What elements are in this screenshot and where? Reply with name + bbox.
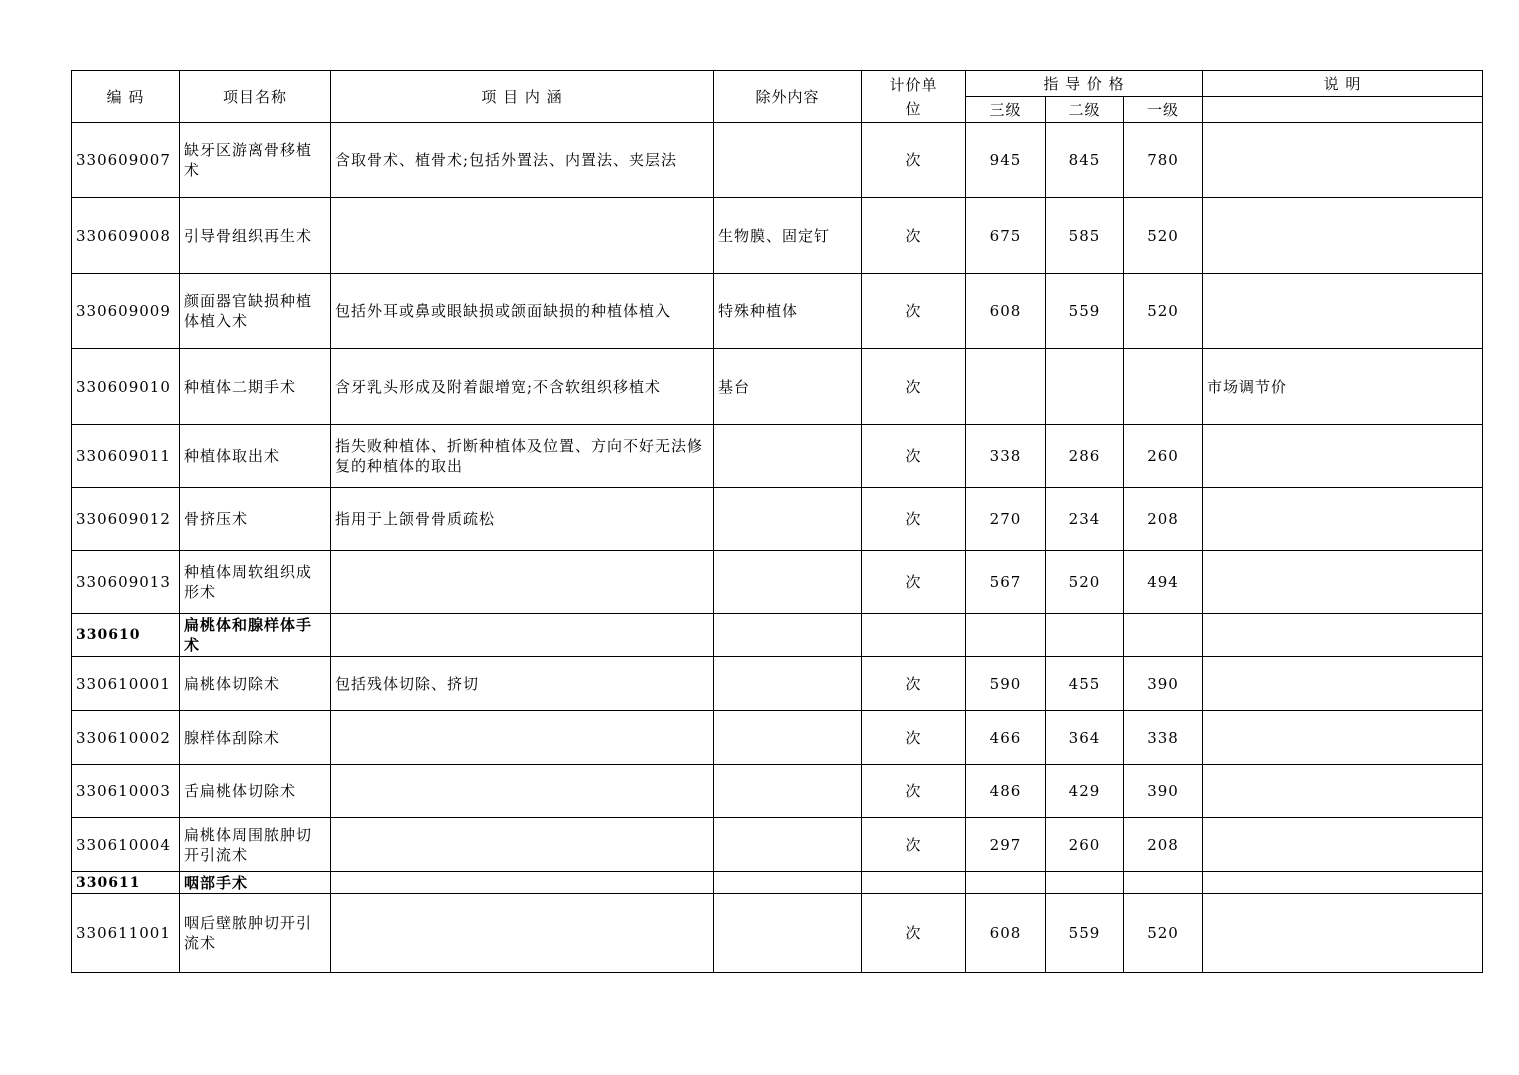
cell-note [1203, 894, 1483, 973]
header-note: 说 明 [1203, 71, 1483, 97]
cell-content [331, 614, 714, 657]
section-name: 咽部手术 [180, 872, 331, 894]
cell-unit: 次 [862, 425, 966, 488]
cell-price-level1: 780 [1124, 123, 1203, 198]
cell-exclusion [714, 551, 862, 614]
cell-unit: 次 [862, 198, 966, 274]
cell-price-level3: 608 [966, 894, 1046, 973]
cell-content [331, 894, 714, 973]
cell-exclusion [714, 123, 862, 198]
cell-exclusion: 基台 [714, 349, 862, 425]
header-level3: 三级 [966, 97, 1046, 123]
cell-code: 330609010 [72, 349, 180, 425]
cell-price-level1: 520 [1124, 198, 1203, 274]
cell-price-level3: 567 [966, 551, 1046, 614]
cell-name: 咽后壁脓肿切开引流术 [180, 894, 331, 973]
cell-code: 330610004 [72, 818, 180, 872]
cell-content [331, 551, 714, 614]
cell-name: 颜面器官缺损种植体植入术 [180, 274, 331, 349]
cell-note [1203, 614, 1483, 657]
table-row [72, 551, 1483, 614]
cell-content [331, 818, 714, 872]
cell-price-level1: 260 [1124, 425, 1203, 488]
cell-note [1203, 765, 1483, 818]
cell-price-level1: 390 [1124, 765, 1203, 818]
table-row [72, 488, 1483, 551]
cell-price-level3 [966, 614, 1046, 657]
cell-price-level1: 208 [1124, 818, 1203, 872]
cell-unit: 次 [862, 274, 966, 349]
header-level2: 二级 [1046, 97, 1124, 123]
cell-content [331, 765, 714, 818]
cell-price-level1: 390 [1124, 657, 1203, 711]
cell-note [1203, 425, 1483, 488]
cell-price-level3: 675 [966, 198, 1046, 274]
cell-price-level3: 466 [966, 711, 1046, 765]
cell-content: 包括残体切除、挤切 [331, 657, 714, 711]
cell-price-level1: 494 [1124, 551, 1203, 614]
cell-exclusion [714, 818, 862, 872]
cell-price-level3: 297 [966, 818, 1046, 872]
cell-content: 包括外耳或鼻或眼缺损或颌面缺损的种植体植入 [331, 274, 714, 349]
cell-unit [862, 614, 966, 657]
cell-price-level3 [966, 872, 1046, 894]
header-guide-price: 指 导 价 格 [966, 71, 1203, 97]
cell-price-level3: 945 [966, 123, 1046, 198]
section-code: 330611 [72, 872, 180, 894]
cell-price-level1: 208 [1124, 488, 1203, 551]
cell-note: 市场调节价 [1203, 349, 1483, 425]
cell-code: 330609008 [72, 198, 180, 274]
table-row [72, 894, 1483, 973]
cell-code: 330610002 [72, 711, 180, 765]
cell-price-level2: 286 [1046, 425, 1124, 488]
header-unit: 计价单位 [862, 71, 966, 123]
cell-price-level3: 590 [966, 657, 1046, 711]
cell-unit: 次 [862, 765, 966, 818]
cell-name: 种植体周软组织成形术 [180, 551, 331, 614]
cell-content [331, 711, 714, 765]
cell-exclusion [714, 711, 862, 765]
cell-name: 扁桃体切除术 [180, 657, 331, 711]
table-row [72, 349, 1483, 425]
table-row [72, 818, 1483, 872]
cell-price-level3: 486 [966, 765, 1046, 818]
cell-content: 含取骨术、植骨术;包括外置法、内置法、夹层法 [331, 123, 714, 198]
cell-price-level1: 338 [1124, 711, 1203, 765]
cell-note [1203, 657, 1483, 711]
cell-code: 330609013 [72, 551, 180, 614]
cell-content: 指用于上颌骨骨质疏松 [331, 488, 714, 551]
cell-unit: 次 [862, 818, 966, 872]
table-row [72, 198, 1483, 274]
cell-exclusion [714, 614, 862, 657]
cell-name: 缺牙区游离骨移植术 [180, 123, 331, 198]
cell-price-level1: 520 [1124, 894, 1203, 973]
cell-code: 330609007 [72, 123, 180, 198]
cell-name: 种植体二期手术 [180, 349, 331, 425]
cell-content: 含牙乳头形成及附着龈增宽;不含软组织移植术 [331, 349, 714, 425]
cell-price-level2: 585 [1046, 198, 1124, 274]
cell-unit: 次 [862, 349, 966, 425]
cell-unit: 次 [862, 894, 966, 973]
cell-price-level3: 338 [966, 425, 1046, 488]
section-row [72, 614, 1483, 657]
cell-note [1203, 818, 1483, 872]
cell-code: 330609011 [72, 425, 180, 488]
cell-note [1203, 274, 1483, 349]
cell-note [1203, 488, 1483, 551]
cell-exclusion [714, 765, 862, 818]
cell-name: 腺样体刮除术 [180, 711, 331, 765]
cell-price-level2: 364 [1046, 711, 1124, 765]
header-name: 项目名称 [180, 71, 331, 123]
cell-note [1203, 872, 1483, 894]
cell-content: 指失败种植体、折断种植体及位置、方向不好无法修复的种植体的取出 [331, 425, 714, 488]
header-note-blank [1203, 97, 1483, 123]
cell-name: 引导骨组织再生术 [180, 198, 331, 274]
cell-unit: 次 [862, 657, 966, 711]
cell-exclusion [714, 894, 862, 973]
cell-code: 330610001 [72, 657, 180, 711]
cell-price-level2: 559 [1046, 894, 1124, 973]
cell-price-level3 [966, 349, 1046, 425]
cell-price-level2 [1046, 614, 1124, 657]
table-row [72, 657, 1483, 711]
cell-price-level1 [1124, 349, 1203, 425]
cell-code: 330609009 [72, 274, 180, 349]
cell-price-level1: 520 [1124, 274, 1203, 349]
cell-price-level2: 845 [1046, 123, 1124, 198]
header-content: 项 目 内 涵 [331, 71, 714, 123]
cell-price-level2: 429 [1046, 765, 1124, 818]
cell-note [1203, 123, 1483, 198]
section-row [72, 872, 1483, 894]
cell-exclusion [714, 872, 862, 894]
cell-note [1203, 198, 1483, 274]
cell-price-level2: 559 [1046, 274, 1124, 349]
cell-price-level2: 520 [1046, 551, 1124, 614]
cell-price-level1 [1124, 872, 1203, 894]
table-row [72, 765, 1483, 818]
cell-exclusion [714, 657, 862, 711]
cell-unit: 次 [862, 551, 966, 614]
header-row-1 [72, 71, 1483, 97]
cell-name: 骨挤压术 [180, 488, 331, 551]
cell-unit [862, 872, 966, 894]
cell-note [1203, 551, 1483, 614]
price-table [71, 70, 1483, 973]
table-row [72, 123, 1483, 198]
table-row [72, 274, 1483, 349]
cell-price-level2: 234 [1046, 488, 1124, 551]
cell-exclusion [714, 425, 862, 488]
cell-code: 330611001 [72, 894, 180, 973]
table-row [72, 711, 1483, 765]
cell-exclusion: 特殊种植体 [714, 274, 862, 349]
cell-unit: 次 [862, 488, 966, 551]
cell-name: 舌扁桃体切除术 [180, 765, 331, 818]
cell-price-level1 [1124, 614, 1203, 657]
cell-unit: 次 [862, 123, 966, 198]
table-row [72, 425, 1483, 488]
cell-price-level2: 260 [1046, 818, 1124, 872]
header-level1: 一级 [1124, 97, 1203, 123]
cell-price-level3: 608 [966, 274, 1046, 349]
cell-content [331, 198, 714, 274]
cell-content [331, 872, 714, 894]
cell-unit: 次 [862, 711, 966, 765]
cell-code: 330609012 [72, 488, 180, 551]
cell-name: 扁桃体周围脓肿切开引流术 [180, 818, 331, 872]
cell-note [1203, 711, 1483, 765]
cell-price-level2 [1046, 872, 1124, 894]
cell-price-level2 [1046, 349, 1124, 425]
cell-exclusion [714, 488, 862, 551]
cell-price-level2: 455 [1046, 657, 1124, 711]
cell-name: 种植体取出术 [180, 425, 331, 488]
section-code: 330610 [72, 614, 180, 657]
cell-price-level3: 270 [966, 488, 1046, 551]
section-name: 扁桃体和腺样体手术 [180, 614, 331, 657]
header-exclusion: 除外内容 [714, 71, 862, 123]
header-code: 编 码 [72, 71, 180, 123]
cell-exclusion: 生物膜、固定钉 [714, 198, 862, 274]
cell-code: 330610003 [72, 765, 180, 818]
